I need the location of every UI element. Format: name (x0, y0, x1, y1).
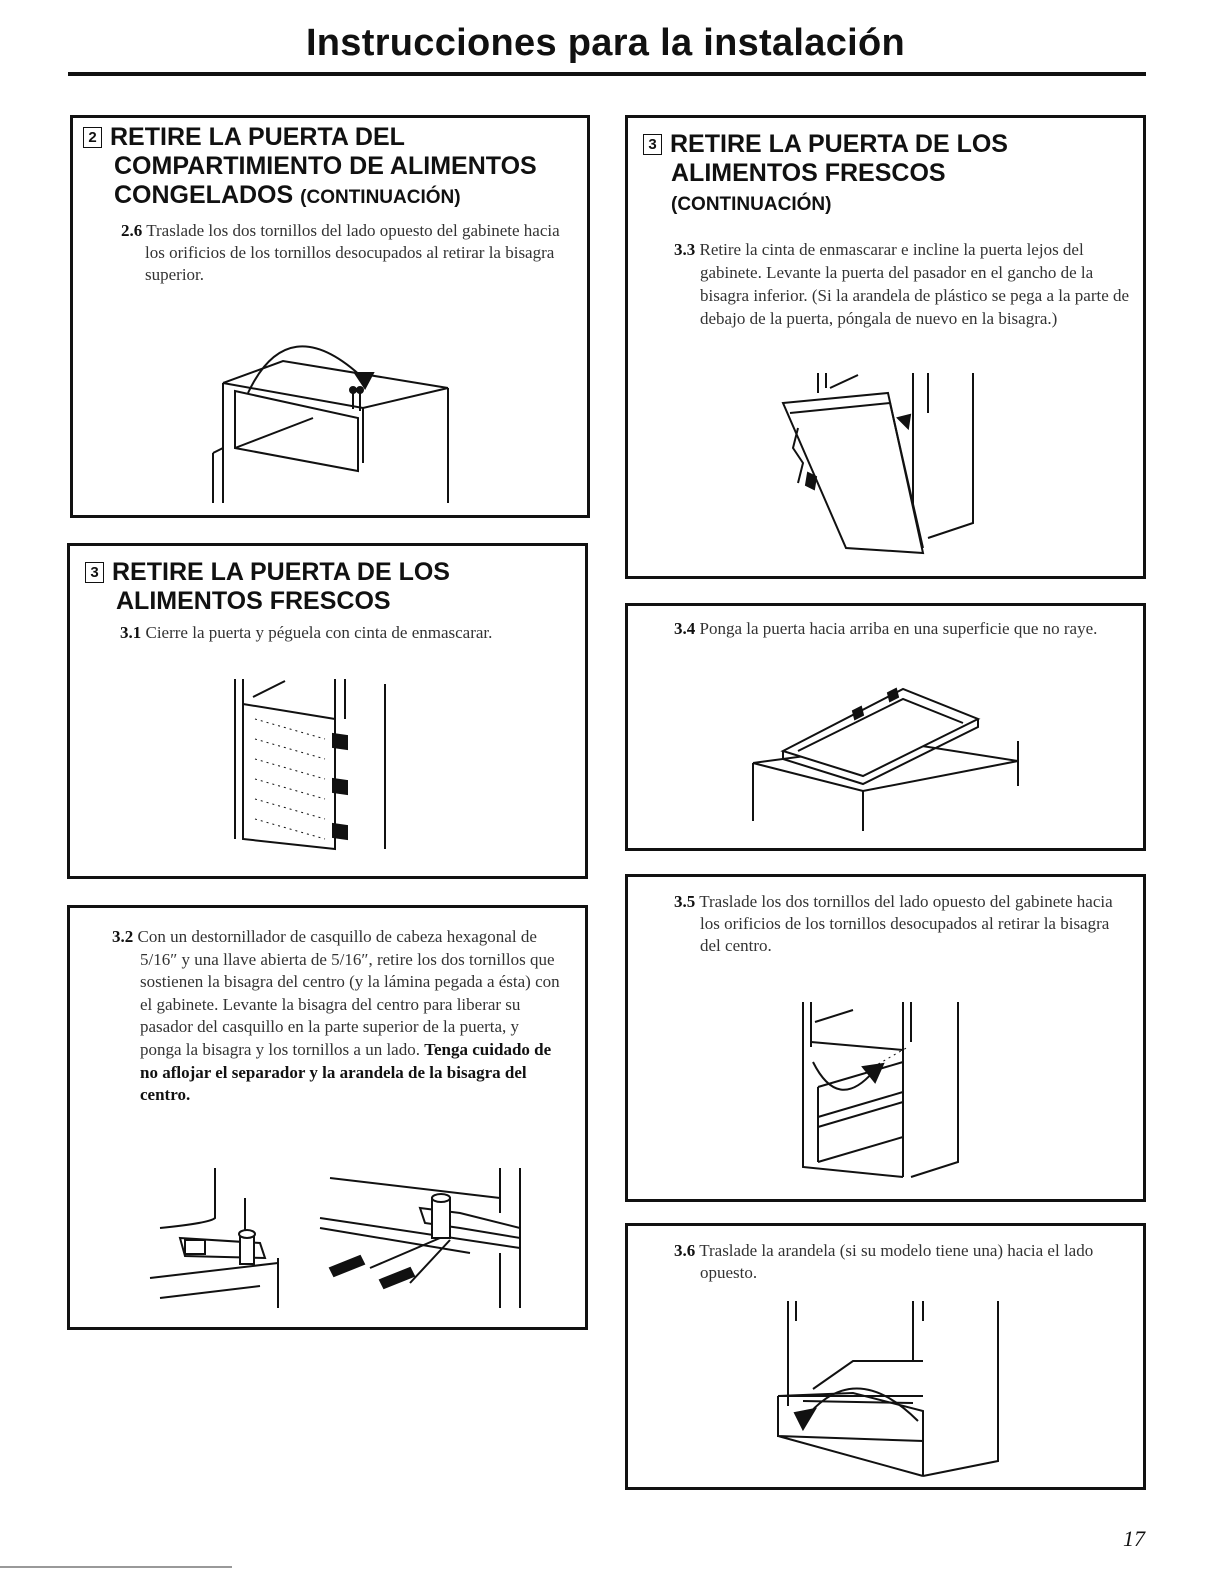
page-title: Instrucciones para la instalación (305, 22, 906, 64)
footer-rule (0, 1566, 232, 1568)
step-text: Traslade los dos tornillos del lado opuesto del gabinete hacia los orificios de los tornillos desocupados al retirar la bisagra superior. (145, 221, 560, 284)
step-text: Retire la cinta de enmascarar e incline la puerta lejos del gabinete. Levante la puerta del pasador en el gancho de la bisagra inferior. (Si la arandela de plástico se pega a la parte de debajo de la puerta, póngala de nuevo en la bisagra.) (699, 240, 1130, 328)
step-2-6 (121, 220, 561, 286)
section-number-badge: 3 (85, 562, 104, 583)
step-number: 3.1 (120, 623, 142, 642)
step-number: 3.4 (674, 619, 696, 638)
center-hinge-removal-illustration (140, 1168, 550, 1318)
step-3-4 (674, 618, 1134, 640)
heading-continuation: (CONTINUACIÓN) (671, 194, 832, 215)
title-rule (68, 72, 1146, 76)
step-text: Cierre la puerta y péguela con cinta de enmascarar. (145, 623, 493, 642)
step-warning: Tenga cuidado de no aflojar el separador y la arandela de la bisagra del centro. (140, 1039, 552, 1105)
heading-line: RETIRE LA PUERTA DE LOS (112, 558, 450, 586)
heading-line: COMPARTIMIENTO DE ALIMENTOS (114, 152, 537, 180)
section-3-continued-heading (643, 130, 1008, 219)
panel-step-3-3 (625, 115, 1146, 579)
panel-step-3-2 (67, 905, 588, 1330)
step-3-3 (674, 238, 1134, 330)
step-number: 3.6 (674, 1241, 696, 1260)
step-3-2 (112, 926, 562, 1107)
heading-line: CONGELADOS (114, 181, 294, 209)
panel-section-2 (70, 115, 590, 518)
step-3-1 (120, 622, 500, 644)
panel-step-3-5 (625, 874, 1146, 1202)
step-3-6 (674, 1240, 1134, 1284)
section-number-badge: 3 (643, 134, 662, 155)
step-text: Con un destornillador de casquillo de cabeza hexagonal de 5/16″ y una llave abierta de 5/16″, retire los dos tornillos que sostienen la bisagra del centro (y la lámina pegada a ésta) con el gabinete. Levante la bisagra del centro para liberar su pasador del casquillo en la parte superior de la puerta, y ponga la bisagra y los tornillos a un lado. (137, 927, 560, 1059)
step-text: Traslade los dos tornillos del lado opuesto del gabinete hacia los orificios de los tornillos desocupados al retirar la bisagra del centro. (699, 892, 1113, 955)
door-taped-illustration (225, 679, 395, 849)
panel-step-3-6 (625, 1223, 1146, 1490)
step-3-5 (674, 891, 1114, 957)
step-text: Ponga la puerta hacia arriba en una superficie que no raye. (699, 619, 1098, 638)
step-number: 3.2 (112, 927, 134, 946)
heading-line: ALIMENTOS FRESCOS (671, 159, 946, 187)
step-number: 3.3 (674, 240, 696, 259)
heading-line: RETIRE LA PUERTA DEL (110, 123, 405, 151)
center-hinge-screws-move-illustration (793, 1002, 973, 1187)
freezer-top-hinge-screws-illustration (203, 323, 473, 503)
step-number: 3.5 (674, 892, 696, 911)
step-text: Traslade la arandela (si su modelo tiene una) hacia el lado opuesto. (699, 1241, 1094, 1282)
heading-line: ALIMENTOS FRESCOS (116, 587, 391, 615)
bottom-washer-move-illustration (773, 1301, 1013, 1476)
section-3-heading (85, 558, 450, 616)
door-on-surface-illustration (743, 681, 1033, 831)
heading-line: RETIRE LA PUERTA DE LOS (670, 130, 1008, 158)
page-number: 17 (1123, 1526, 1145, 1551)
panel-step-3-4 (625, 603, 1146, 851)
panel-section-3 (67, 543, 588, 879)
section-2-heading (83, 123, 537, 212)
heading-continuation: (CONTINUACIÓN) (300, 187, 461, 208)
door-tilt-illustration (778, 373, 988, 558)
section-number-badge: 2 (83, 127, 102, 148)
step-number: 2.6 (121, 221, 143, 240)
